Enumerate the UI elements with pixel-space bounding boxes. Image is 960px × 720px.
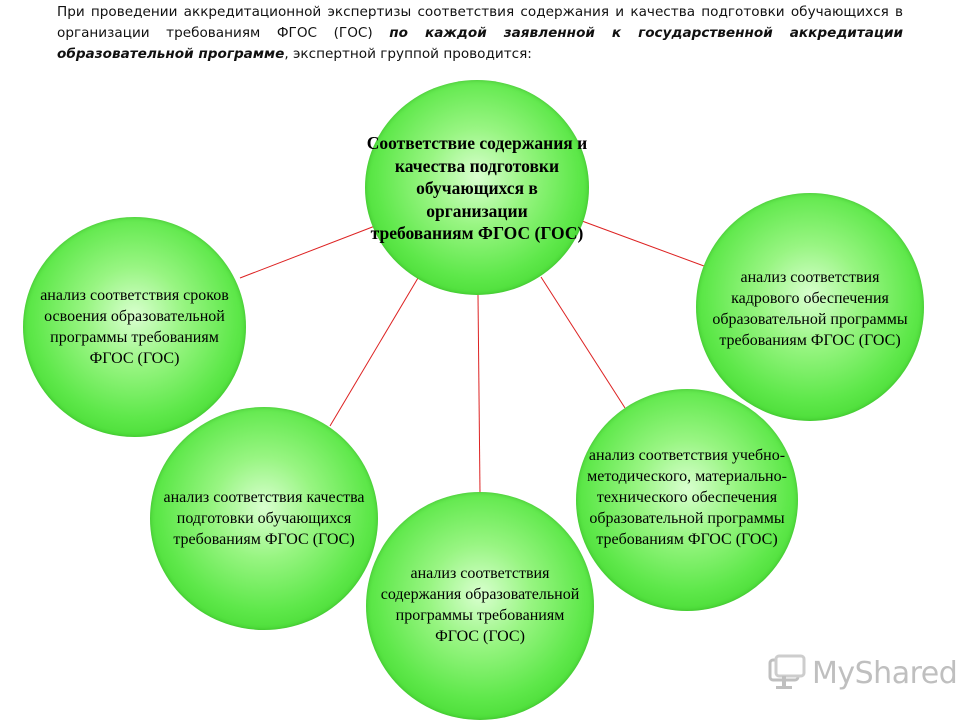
circle-line: ФГОС (ГОС) [435,628,525,645]
watermark [768,654,957,692]
circle-terms [23,217,246,437]
circle-line: программы требованиям [50,329,219,346]
center-line: требованиям ФГОС (ГОС) [370,223,584,244]
circle-quality [150,407,378,630]
circle-line: образовательной программы [589,509,785,527]
center-line: Соответствие содержания и [366,133,588,154]
circle-terms-label [40,285,229,369]
circle-line: анализ соответствия учебно- [588,446,786,464]
center-circle [365,80,589,295]
center-circle-label [365,132,589,245]
circle-line: методического, материально- [587,467,787,485]
circle-line: требованиям ФГОС (ГОС) [719,332,901,349]
link-staff [582,221,704,266]
circle-content-label [381,563,580,647]
link-content [478,295,480,493]
circle-line: анализ соответствия [740,269,880,286]
circle-line: требованиям ФГОС (ГОС) [596,530,778,548]
circle-line: освоения образовательной [44,308,225,325]
center-line: качества подготовки [394,155,560,176]
intro-text: При проведении аккредитационной экспертизы соответствия содержания и качества подготовки обучающихся в организации требованиям ФГОС (ГОС) [57,4,903,41]
center-line: обучающихся в организации [416,178,538,221]
link-terms [240,226,375,278]
circle-content [366,492,594,720]
intro-emphasis: по каждой заявленной к государственной аккредитации образовательной программе [57,25,903,62]
circle-methodical-label [587,445,787,550]
link-methodical [541,277,625,408]
circle-staff-label [712,267,907,351]
circle-line: технического обеспечения [596,488,778,506]
circle-line: ФГОС (ГОС) [89,350,180,367]
circle-methodical [576,389,798,611]
circle-quality-label [163,487,364,550]
circle-line: кадрового обеспечения [731,290,889,307]
circle-line: анализ соответствия сроков [40,287,229,304]
circle-line: анализ соответствия [410,565,550,582]
circle-line: подготовки обучающихся [176,510,352,527]
circle-staff [696,193,924,421]
circle-line: содержания образовательной [380,586,580,603]
circle-line: образовательной программы [712,311,908,328]
watermark-text: MyShared [812,655,958,691]
slideshow-logo-icon [768,654,808,692]
link-quality [330,278,418,426]
intro-text-end: , экспертной группой проводится: [284,46,532,62]
circle-line: анализ соответствия качества [163,489,365,506]
circle-line: программы требованиям [395,607,565,624]
circle-line: требованиям ФГОС (ГОС) [173,531,355,548]
